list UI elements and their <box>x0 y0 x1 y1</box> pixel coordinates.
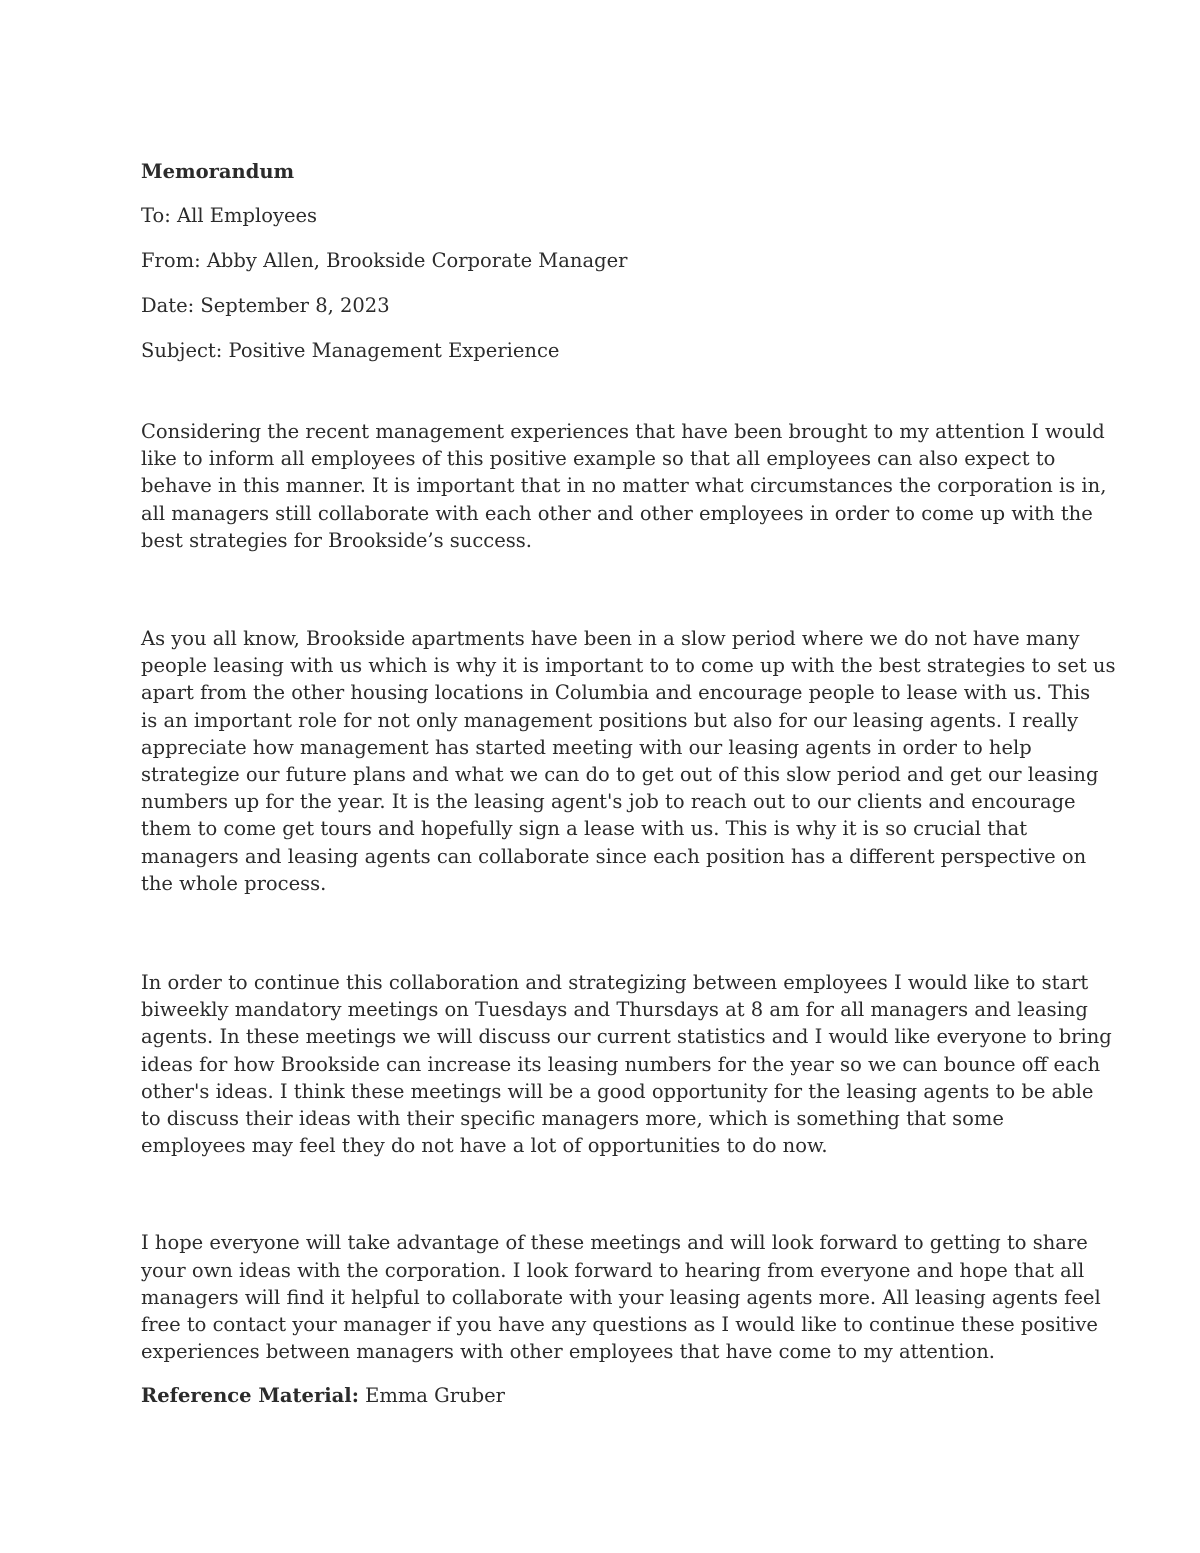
reference-line <box>141 1382 1071 1409</box>
paragraph-line: other's ideas. I think these meetings will be a good opportunity for the leasing agents to be able <box>141 1079 1094 1103</box>
body-paragraph-3 <box>141 969 1112 1159</box>
paragraph-line: behave in this manner. It is important that in no matter what circumstances the corporation is in, <box>141 474 1107 498</box>
reference-value: Emma Gruber <box>365 1384 505 1408</box>
body-paragraph-1 <box>141 418 1107 554</box>
memo-to-line: To: All Employees <box>141 204 318 227</box>
body-paragraph-4 <box>141 1229 1101 1365</box>
paragraph-line: numbers up for the year. It is the leasing agent's job to reach out to our clients and encourage <box>141 790 1076 814</box>
paragraph-line: biweekly mandatory meetings on Tuesdays and Thursdays at 8 am for all managers and leasing <box>141 998 1088 1022</box>
paragraph-line: experiences between managers with other employees that have come to my attention. <box>141 1340 995 1364</box>
memo-from-line: From: Abby Allen, Brookside Corporate Manager <box>141 249 628 272</box>
paragraph-line: ideas for how Brookside can increase its leasing numbers for the year so we can bounce off each <box>141 1052 1101 1076</box>
paragraph-line: free to contact your manager if you have any questions as I would like to continue these positive <box>141 1313 1098 1337</box>
paragraph-line: agents. In these meetings we will discuss our current statistics and I would like everyone to bring <box>141 1025 1112 1049</box>
paragraph-line: the whole process. <box>141 871 327 895</box>
paragraph-line: Considering the recent management experiences that have been brought to my attention I would <box>141 420 1105 443</box>
memo-subject-line: Subject: Positive Management Experience <box>141 339 560 362</box>
paragraph-line: them to come get tours and hopefully sign a lease with us. This is why it is so crucial that <box>141 817 1028 841</box>
paragraph-line: is an important role for not only management positions but also for our leasing agents. I really <box>141 708 1079 732</box>
paragraph-line: strategize our future plans and what we can do to get out of this slow period and get our leasing <box>141 763 1099 787</box>
paragraph-line: best strategies for Brookside’s success. <box>141 528 532 552</box>
paragraph-line: like to inform all employees of this positive example so that all employees can also expect to <box>141 447 1056 471</box>
paragraph-line: to discuss their ideas with their specific managers more, which is something that some <box>141 1107 1004 1131</box>
paragraph-line: all managers still collaborate with each other and other employees in order to come up with the <box>141 501 1093 525</box>
memo-date-line: Date: September 8, 2023 <box>141 294 390 317</box>
paragraph-line: people leasing with us which is why it is important to to come up with the best strategies to set us <box>141 654 1116 678</box>
reference-label: Reference Material: <box>141 1384 359 1408</box>
paragraph-line: employees may feel they do not have a lot of opportunities to do now. <box>141 1134 828 1158</box>
paragraph-line: managers will find it helpful to collaborate with your leasing agents more. All leasing agents feel <box>141 1285 1101 1309</box>
memo-title: Memorandum <box>141 160 295 183</box>
paragraph-line: appreciate how management has started meeting with our leasing agents in order to help <box>141 735 1032 759</box>
paragraph-line: apart from the other housing locations in Columbia and encourage people to lease with us. This <box>141 681 1091 705</box>
paragraph-line: your own ideas with the corporation. I look forward to hearing from everyone and hope that all <box>141 1258 1085 1282</box>
paragraph-line: I hope everyone will take advantage of these meetings and will look forward to getting to share <box>141 1231 1088 1255</box>
body-paragraph-2 <box>141 625 1116 897</box>
paragraph-line: managers and leasing agents can collaborate since each position has a different perspective on <box>141 844 1087 868</box>
paragraph-line: As you all know, Brookside apartments have been in a slow period where we do not have many <box>141 627 1080 651</box>
paragraph-line: In order to continue this collaboration and strategizing between employees I would like to start <box>141 971 1089 995</box>
memo-content <box>141 158 1116 1409</box>
